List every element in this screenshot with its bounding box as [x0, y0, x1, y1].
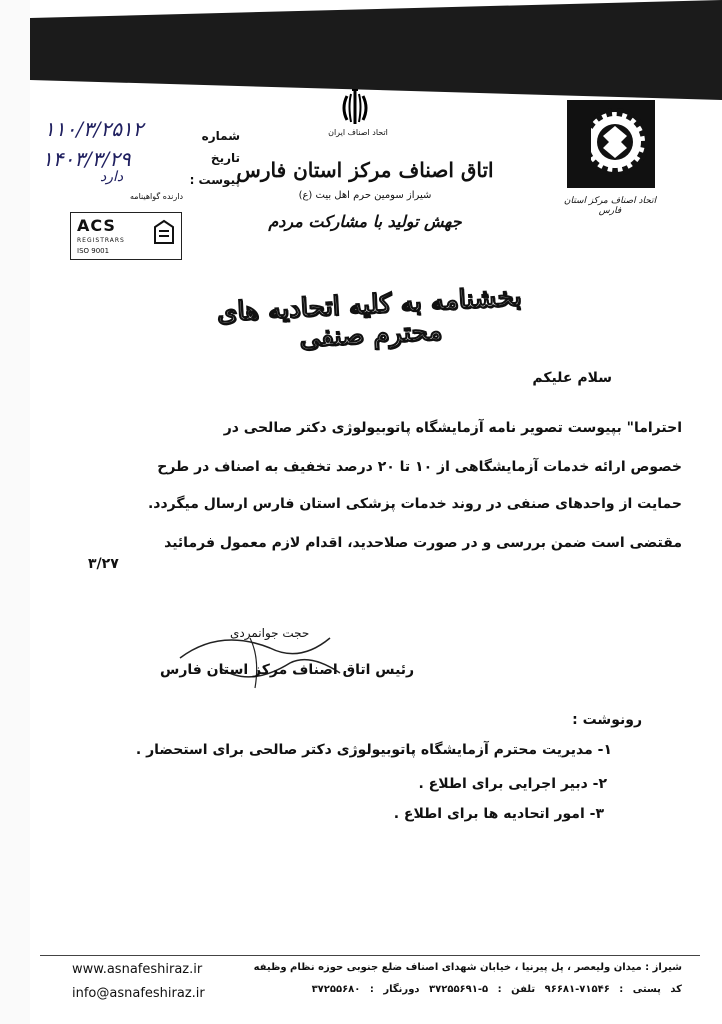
signatory-title: رئیس اتاق اصناف مرکز استان فارس — [160, 662, 415, 678]
body-line-3: حمایت از واحدهای صنفی در روند خدمات پزشکی استان فارس ارسال میگردد. — [147, 496, 682, 512]
date-value: ۱۴۰۳/۳/۲۹ — [42, 147, 131, 171]
footer-address: شیراز : میدان ولیعصر ، پل پیرنیا ، خیابان شهدای اصناف ضلع جنوبی حوزه نظام وظیفه — [253, 962, 682, 973]
emblem-caption: اتحاد اصناف ایران — [328, 128, 388, 137]
cert-acs: ACS — [77, 216, 116, 235]
number-label: شماره — [201, 129, 240, 143]
body-line-1: احتراما" بپیوست تصویر نامه آزمایشگاه پاتوبیولوژی دکتر صالحی در — [223, 420, 682, 436]
date-label: تاریخ — [210, 151, 240, 165]
iran-emblem-icon — [338, 88, 372, 128]
cert-registrars: REGISTRARS — [77, 237, 125, 244]
circular-title: بخشنامه به کلیه اتحادیه های محترم صنفی — [216, 282, 523, 354]
iso-cert-badge — [70, 212, 182, 260]
cert-label: دارنده گواهینامه — [130, 192, 184, 201]
org-subtitle: شیراز سومین حرم اهل بیت (ع) — [298, 190, 432, 201]
cc-item: ۳- امور اتحادیه ها برای اطلاع . — [393, 806, 604, 822]
footer-divider — [40, 955, 700, 956]
cert-iso: ISO 9001 — [77, 247, 110, 255]
page-edge — [0, 0, 30, 1024]
asnaf-gear-logo-icon — [565, 98, 657, 190]
body-line-4: مقتضی است ضمن بررسی و در صورت صلاحدید، اقدام لازم معمول فرمائید — [164, 535, 682, 551]
logo-caption: اتحاد اصناف مرکز استان فارس — [563, 196, 657, 216]
cc-heading: رونوشت : — [572, 712, 642, 728]
attachment-value: دارد — [100, 169, 124, 185]
salutation: سلام علیکم — [532, 370, 612, 386]
footer-email[interactable]: info@asnafeshiraz.ir — [72, 986, 205, 1001]
number-value: ۱۱۰/۳/۲۵۱۲ — [44, 117, 144, 141]
footer-website[interactable]: www.asnafeshiraz.ir — [72, 962, 203, 977]
signatory-name: حجت جوانمردی — [230, 626, 310, 640]
slogan: جهش تولید با مشارکت مردم — [268, 212, 462, 231]
org-name: اتاق اصناف مرکز استان فارس — [236, 158, 494, 182]
scan-shadow-bar — [30, 0, 722, 100]
cert-mark-icon — [153, 219, 175, 245]
body-line-2: خصوص ارائه خدمات آزمایشگاهی از ۱۰ تا ۲۰ درصد تخفیف به اصناف در طرح — [157, 459, 682, 475]
cc-item: ۱- مدیریت محترم آزمایشگاه پاتوبیولوژی دکتر صالحی برای استحضار . — [135, 742, 612, 758]
letter-meta — [40, 117, 240, 193]
footer-contacts: کد پستی : ۷۱۵۴۶-۹۶۶۸۱ تلفن : ۵-۳۷۲۵۵۶۹۱ دورنگار : ۳۷۲۵۵۶۸۰ — [311, 984, 682, 995]
attachment-label: پیوست : — [189, 173, 240, 187]
reference-note: ۳/۲۷ — [88, 556, 119, 572]
cc-item: ۲- دبیر اجرایی برای اطلاع . — [418, 776, 607, 792]
